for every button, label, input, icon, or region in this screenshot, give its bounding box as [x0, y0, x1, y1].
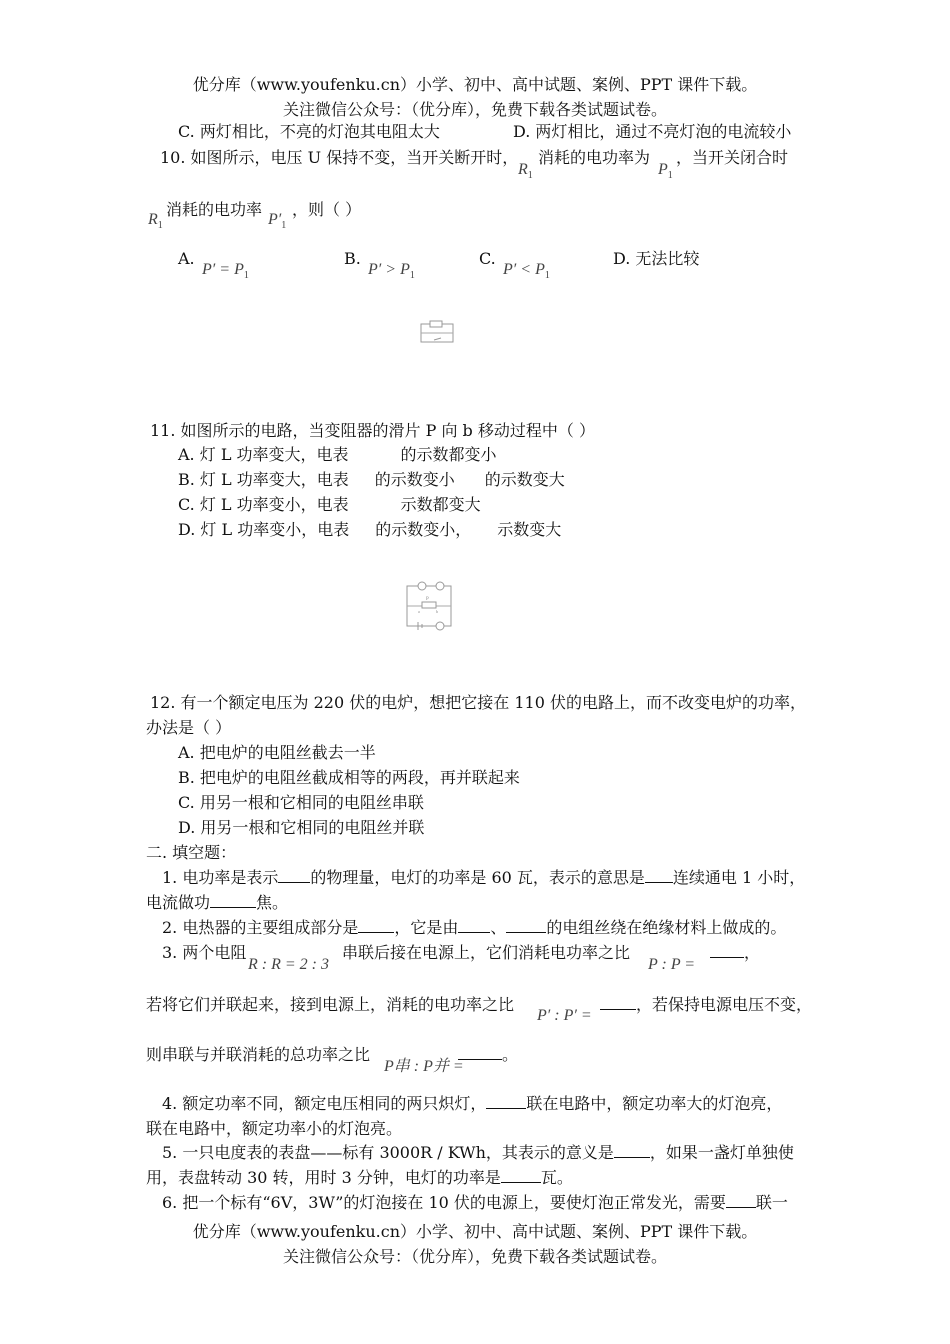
q10-math-r1: $R_1$ [518, 161, 533, 182]
fill-q3-blank-3: 。 [458, 1045, 518, 1065]
fill-q5-line-2: 用，表盘转动 30 转，用时 3 分钟，电灯的功率是 瓦。 [146, 1168, 573, 1187]
fill-q3-blank-1: ， [710, 943, 760, 963]
fill-q3-a: 3. 两个电阻 [162, 943, 247, 962]
q12-option-d: D. 用另一根和它相同的电阻丝并联 [178, 818, 425, 837]
fill-q3-ratio-p: P : P = [648, 956, 696, 973]
q12-stem-line-2: 办法是（ ） [146, 718, 232, 737]
q10-stem-part-5: ，则（ ） [292, 200, 362, 219]
q10-option-c-label: C. [479, 249, 496, 268]
q10-stem-part-4: 消耗的电功率 [166, 200, 263, 219]
q9-option-d: D. 两灯相比，通过不亮灯泡的电流较小 [513, 122, 792, 141]
fill-q3-ratio-pp: P′ : P′ = [537, 1007, 592, 1024]
q11-circuit-figure [404, 580, 454, 632]
fill-q5-line-1: 5. 一只电度表的表盘——标有 3000R / KWh，其表示的意义是 ，如果一盏灯单独使 [162, 1143, 794, 1162]
fill-q6-line-1: 6. 把一个标有“6V，3W”的灯泡接在 10 伏的电源上，要使灯泡正常发光，需要 联一 [162, 1193, 788, 1212]
q11-label-p: P [426, 597, 429, 602]
q11-rheostat [422, 602, 436, 608]
page-footer-line-2: 关注微信公众号：（优分库），免费下载各类试题试卷。 [282, 1247, 667, 1266]
q10-math-r1-second: $R_1$ [148, 211, 163, 232]
q10-stem-part-2: 消耗的电功率为 [538, 148, 651, 167]
q11-option-d: D. 灯 L 功率变小，电表 的示数变小， 示数变大 [178, 520, 562, 539]
fill-q4-line-1: 4. 额定功率不同，额定电压相同的两只炽灯， 联在电路中，额定功率大的灯泡亮， [162, 1094, 783, 1113]
q10-stem-part-1: 10. 如图所示，电压 U 保持不变，当开关断开时， [160, 148, 519, 167]
fill-q3-f: 则串联与并联消耗的总功率之比 [146, 1045, 371, 1064]
fill-q3-ratio-total: P串 : P并 = [384, 1058, 464, 1075]
q10-circuit-switch [434, 338, 441, 340]
fill-q1-line-2: 电流做功 焦。 [146, 893, 289, 912]
fill-q2: 2. 电热器的主要组成部分是 ，它是由 、 的电组丝绕在绝缘材料上做成的。 [162, 918, 787, 937]
fill-q3-d: 若将它们并联起来，接到电源上，消耗的电功率之比 [146, 995, 515, 1014]
q11-label-b: b [436, 609, 438, 614]
fill-q1-line-1: 1. 电功率是表示 的物理量，电灯的功率是 60 瓦，表示的意思是 连续通电 1 小时， [162, 868, 806, 887]
q10-stem-part-3: ，当开关闭合时 [676, 148, 789, 167]
q10-option-d: D. 无法比较 [613, 249, 700, 268]
fill-q3-ratio-r: R : R = 2 : 3 [248, 956, 329, 973]
q10-option-a-math: $P' = P_1$ [202, 261, 249, 282]
q11-stem: 11. 如图所示的电路，当变阻器的滑片 P 向 b 移动过程中（ ） [150, 421, 595, 440]
q12-option-c: C. 用另一根和它相同的电阻丝串联 [178, 793, 424, 812]
fill-q4-line-2: 联在电路中，额定功率小的灯泡亮。 [146, 1119, 403, 1138]
fill-q3-blank-2: ，若保持电源电压不变， [600, 995, 812, 1015]
q12-stem-line-1: 12. 有一个额定电压为 220 伏的电炉，想把它接在 110 伏的电路上，而不改变电炉的功率， [150, 693, 806, 712]
fill-q3-b: 串联后接在电源上，它们消耗电功率之比 [342, 943, 631, 962]
q11-lamp-l [436, 622, 444, 630]
q11-option-b: B. 灯 L 功率变大，电表 的示数变小 的示数变大 [178, 470, 565, 489]
q12-option-b: B. 把电炉的电阻丝截成相等的两段，再并联起来 [178, 768, 520, 787]
q11-label-a: a [418, 609, 420, 614]
q11-meter-v1 [418, 582, 426, 590]
section-2-title: 二. 填空题： [146, 843, 237, 862]
q10-circuit-resistor [430, 321, 442, 327]
q11-option-c: C. 灯 L 功率变小，电表 示数都变大 [178, 495, 481, 514]
q11-meter-v2 [436, 582, 444, 590]
q10-option-b-math: $P' > P_1$ [368, 261, 415, 282]
q12-option-a: A. 把电炉的电阻丝截去一半 [178, 743, 376, 762]
q11-option-a: A. 灯 L 功率变大，电表 的示数都变小 [178, 445, 497, 464]
q10-option-b-label: B. [344, 249, 361, 268]
q10-circuit-figure [419, 318, 455, 346]
page-footer-line-1: 优分库（www.youfenku.cn）小学、初中、高中试题、案例、PPT 课件下载。 [192, 1222, 758, 1241]
q9-option-c: C. 两灯相比，不亮的灯泡其电阻太大 [178, 122, 440, 141]
q10-option-c-math: $P' < P_1$ [503, 261, 550, 282]
q10-math-p1: $P_1$ [658, 161, 673, 182]
q10-option-a-label: A. [178, 249, 195, 268]
page-header-line-2: 关注微信公众号：（优分库），免费下载各类试题试卷。 [282, 100, 667, 119]
q10-math-p1-prime: $P'_1$ [268, 211, 287, 232]
page-header-line-1: 优分库（www.youfenku.cn）小学、初中、高中试题、案例、PPT 课件下载。 [192, 75, 758, 94]
